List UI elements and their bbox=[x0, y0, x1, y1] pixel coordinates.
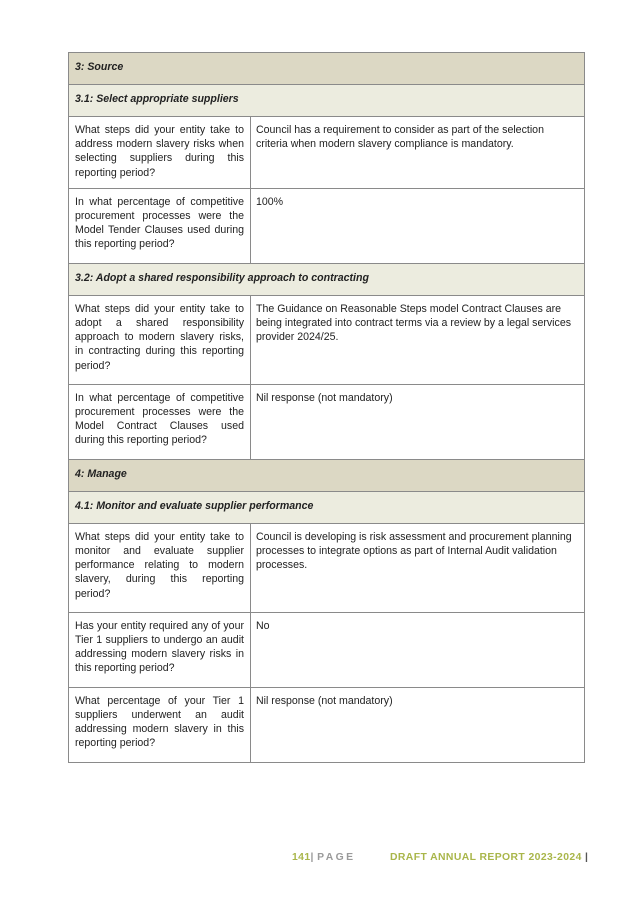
table-row bbox=[69, 384, 585, 459]
table-row bbox=[69, 523, 585, 612]
question-cell: What steps did your entity take to address modern slavery risks when selecting suppliers during this reporting period? bbox=[69, 117, 251, 189]
table-row bbox=[69, 612, 585, 687]
subsection-header-row bbox=[69, 491, 585, 523]
answer-cell: Nil response (not mandatory) bbox=[251, 384, 585, 459]
section-title: 4: Manage bbox=[69, 459, 585, 491]
table-row bbox=[69, 687, 585, 762]
footer-trailing-bar: | bbox=[585, 852, 589, 863]
answer-cell: Council is developing is risk assessment and procurement planning processes to integrate options as part of Internal Audit validation processes. bbox=[251, 523, 585, 612]
section-title: 3: Source bbox=[69, 53, 585, 85]
report-title-group bbox=[390, 852, 588, 863]
footer-separator: | bbox=[310, 852, 314, 863]
page-word: PAGE bbox=[317, 852, 356, 863]
subsection-title: 3.2: Adopt a shared responsibility approach to contracting bbox=[69, 263, 585, 295]
answer-cell: 100% bbox=[251, 188, 585, 263]
subsection-header-row bbox=[69, 263, 585, 295]
modern-slavery-table bbox=[68, 52, 585, 763]
question-cell: What percentage of your Tier 1 suppliers underwent an audit addressing modern slavery in this reporting period? bbox=[69, 687, 251, 762]
subsection-title: 4.1: Monitor and evaluate supplier performance bbox=[69, 491, 585, 523]
answer-cell: Council has a requirement to consider as part of the selection criteria when modern slavery compliance is mandatory. bbox=[251, 117, 585, 189]
question-cell: In what percentage of competitive procurement processes were the Model Contract Clauses used during this reporting period? bbox=[69, 384, 251, 459]
report-title: DRAFT ANNUAL REPORT 2023-2024 bbox=[390, 852, 582, 863]
answer-cell: Nil response (not mandatory) bbox=[251, 687, 585, 762]
answer-cell: The Guidance on Reasonable Steps model Contract Clauses are being integrated into contract terms via a review by a legal services provider 2024/25. bbox=[251, 295, 585, 384]
page-number: 141 bbox=[292, 852, 311, 863]
answer-cell: No bbox=[251, 612, 585, 687]
table-row bbox=[69, 295, 585, 384]
question-cell: What steps did your entity take to monitor and evaluate supplier performance relating to modern slavery, during this reporting period? bbox=[69, 523, 251, 612]
question-cell: What steps did your entity take to adopt a shared responsibility approach to modern slavery risks, in contracting during this reporting period? bbox=[69, 295, 251, 384]
table-row bbox=[69, 117, 585, 189]
section-header-row bbox=[69, 53, 585, 85]
subsection-header-row bbox=[69, 85, 585, 117]
table-row bbox=[69, 188, 585, 263]
page-footer bbox=[0, 852, 637, 866]
page-indicator bbox=[292, 852, 355, 863]
section-header-row bbox=[69, 459, 585, 491]
subsection-title: 3.1: Select appropriate suppliers bbox=[69, 85, 585, 117]
question-cell: Has your entity required any of your Tier 1 suppliers to undergo an audit addressing modern slavery risks in this reporting period? bbox=[69, 612, 251, 687]
question-cell: In what percentage of competitive procurement processes were the Model Tender Clauses used during this reporting period? bbox=[69, 188, 251, 263]
